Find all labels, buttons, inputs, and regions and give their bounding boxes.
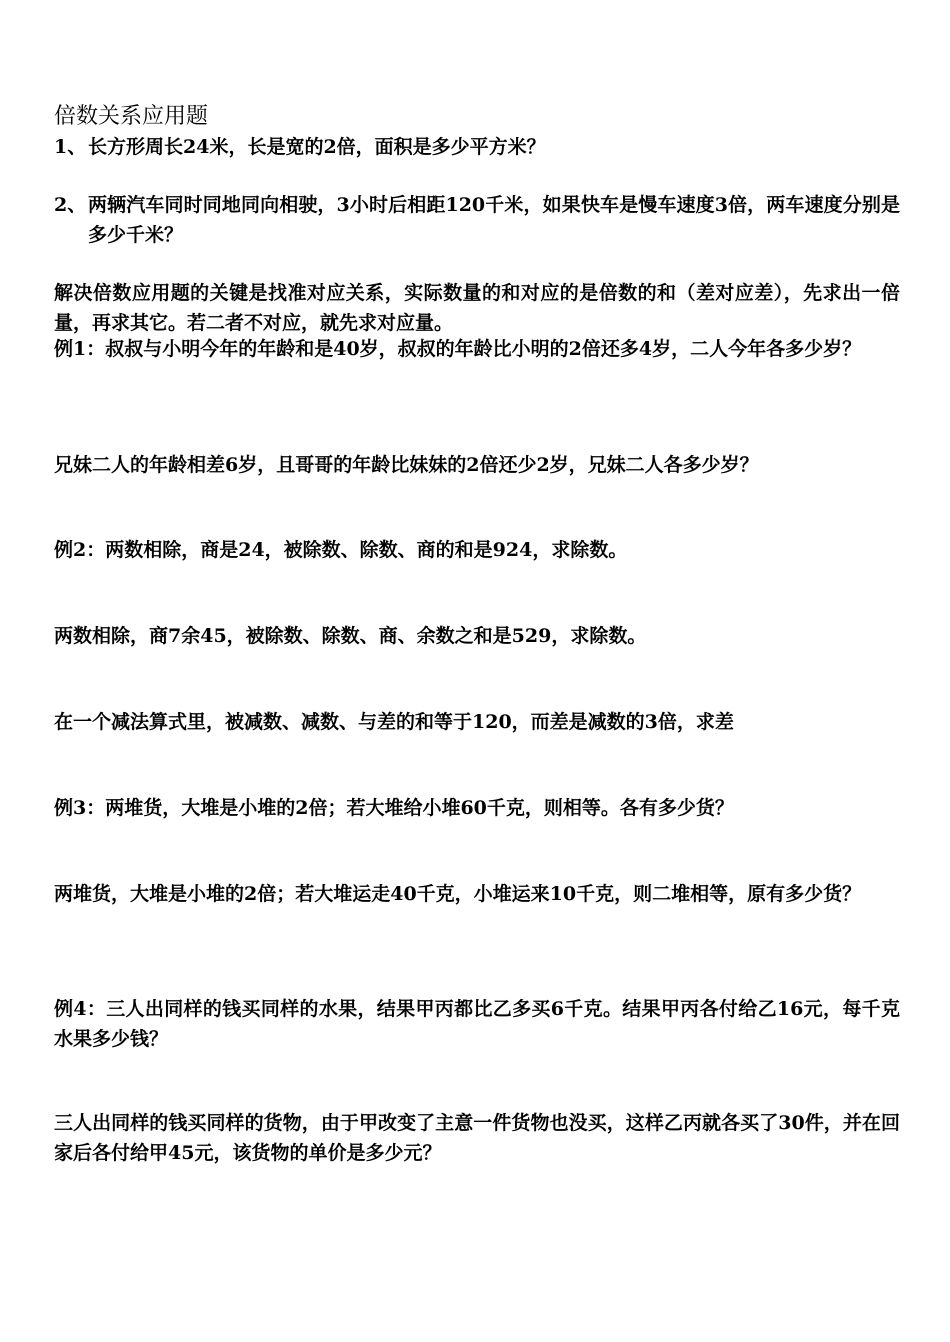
- problem-1: [54, 132, 900, 162]
- practice-4: 三人出同样的钱买同样的货物，由于甲改变了主意一件货物也没买，这样乙丙就各买了30件，并在回家后各付给甲45元，该货物的单价是多少元？: [54, 1112, 900, 1164]
- practice-1: 兄妹二人的年龄相差6岁，且哥哥的年龄比妹妹的2倍还少2岁，兄妹二人各多少岁？: [54, 454, 759, 476]
- practice-2a: 两数相除，商7余45，被除数、除数、商、余数之和是529，求除数。: [54, 625, 647, 647]
- practice-3: 两堆货，大堆是小堆的2倍；若大堆运走40千克，小堆运来10千克，则二堆相等，原有多少货？: [54, 883, 862, 905]
- example-3: 例3：两堆货，大堆是小堆的2倍；若大堆给小堆60千克，则相等。各有多少货？: [54, 797, 734, 819]
- problem-1-text: 长方形周长24米，长是宽的2倍，面积是多少平方米？: [88, 136, 546, 158]
- example-1: 例1：叔叔与小明今年的年龄和是40岁，叔叔的年龄比小明的2倍还多4岁，二人今年各多少岁？: [54, 338, 862, 360]
- problem-2-number: 2、: [54, 194, 87, 216]
- problem-1-number: 1、: [54, 136, 87, 158]
- key-point-paragraph: 解决倍数应用题的关键是找准对应关系，实际数量的和对应的是倍数的和（差对应差），先求出一倍量，再求其它。若二者不对应，就先求对应量。: [54, 282, 900, 334]
- practice-2b: 在一个减法算式里，被减数、减数、与差的和等于120，而差是减数的3倍，求差: [54, 711, 734, 733]
- page-title: 倍数关系应用题: [54, 104, 209, 129]
- problem-2-text: 两辆汽车同时同地同向相驶，3小时后相距120千米，如果快车是慢车速度3倍，两车速度分别是多少千米？: [88, 194, 900, 246]
- example-4: 例4：三人出同样的钱买同样的水果，结果甲丙都比乙多买6千克。结果甲丙各付给乙16元，每千克水果多少钱？: [54, 998, 900, 1050]
- problem-2: [54, 190, 900, 250]
- example-2: 例2：两数相除，商是24，被除数、除数、商的和是924，求除数。: [54, 539, 628, 561]
